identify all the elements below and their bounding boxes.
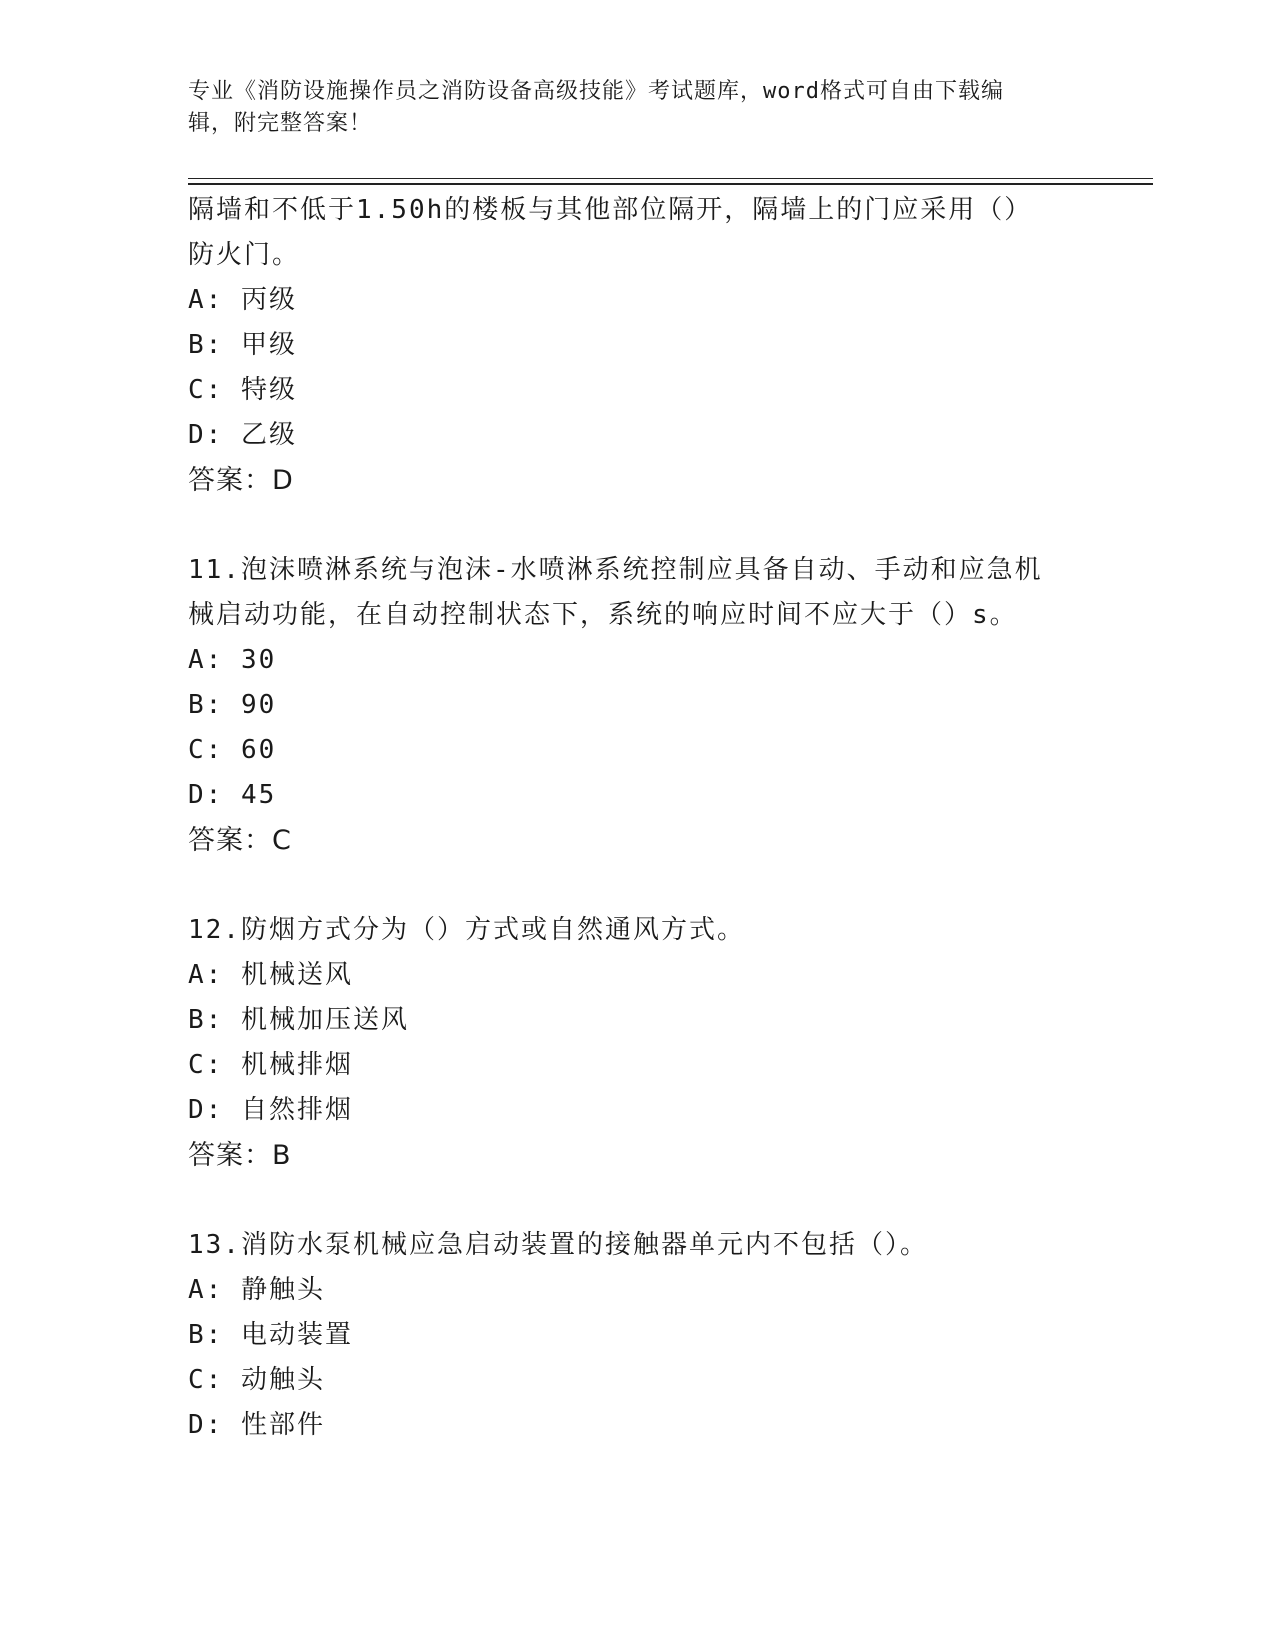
question-text-line: 械启动功能，在自动控制状态下，系统的响应时间不应大于（）s。 xyxy=(188,600,1018,630)
question-text-line: 防火门。 xyxy=(188,240,301,270)
option-d: D: 性部件 xyxy=(188,1410,325,1440)
option-a: A: 丙级 xyxy=(188,285,297,315)
option-a: A: 30 xyxy=(188,645,277,675)
spacer xyxy=(188,503,1068,548)
option-c: C: 60 xyxy=(188,735,277,765)
question-13 xyxy=(188,1223,1068,1448)
document-header xyxy=(188,76,1088,140)
option-b: B: 90 xyxy=(188,690,277,720)
question-11 xyxy=(188,548,1068,863)
option-d: D: 45 xyxy=(188,780,277,810)
header-divider-thick xyxy=(188,183,1153,185)
question-10 xyxy=(188,188,1068,503)
question-text-line: 12.防烟方式分为（）方式或自然通风方式。 xyxy=(188,915,745,945)
answer: 答案：D xyxy=(188,465,294,496)
spacer xyxy=(188,1178,1068,1223)
option-b: B: 甲级 xyxy=(188,330,297,360)
answer: 答案：B xyxy=(188,1140,292,1171)
header-divider-thin xyxy=(188,178,1153,179)
option-c: C: 机械排烟 xyxy=(188,1050,353,1080)
option-a: A: 机械送风 xyxy=(188,960,353,990)
option-b: B: 机械加压送风 xyxy=(188,1005,409,1035)
option-d: D: 乙级 xyxy=(188,420,297,450)
option-c: C: 动触头 xyxy=(188,1365,325,1395)
option-b: B: 电动装置 xyxy=(188,1320,353,1350)
spacer xyxy=(188,863,1068,908)
question-text-line: 13.消防水泵机械应急启动装置的接触器单元内不包括（）。 xyxy=(188,1230,928,1260)
question-text-line: 11.泡沫喷淋系统与泡沫-水喷淋系统控制应具备自动、手动和应急机 xyxy=(188,555,1043,585)
option-a: A: 静触头 xyxy=(188,1275,325,1305)
option-c: C: 特级 xyxy=(188,375,297,405)
question-text-line: 隔墙和不低于1.50h的楼板与其他部位隔开，隔墙上的门应采用（） xyxy=(188,195,1033,225)
question-12 xyxy=(188,908,1068,1178)
answer: 答案：C xyxy=(188,825,292,856)
question-list xyxy=(188,188,1068,1448)
option-d: D: 自然排烟 xyxy=(188,1095,353,1125)
header-line-2: 辑，附完整答案！ xyxy=(188,111,373,136)
header-line-1: 专业《消防设施操作员之消防设备高级技能》考试题库，word格式可自由下载编 xyxy=(188,79,1004,104)
